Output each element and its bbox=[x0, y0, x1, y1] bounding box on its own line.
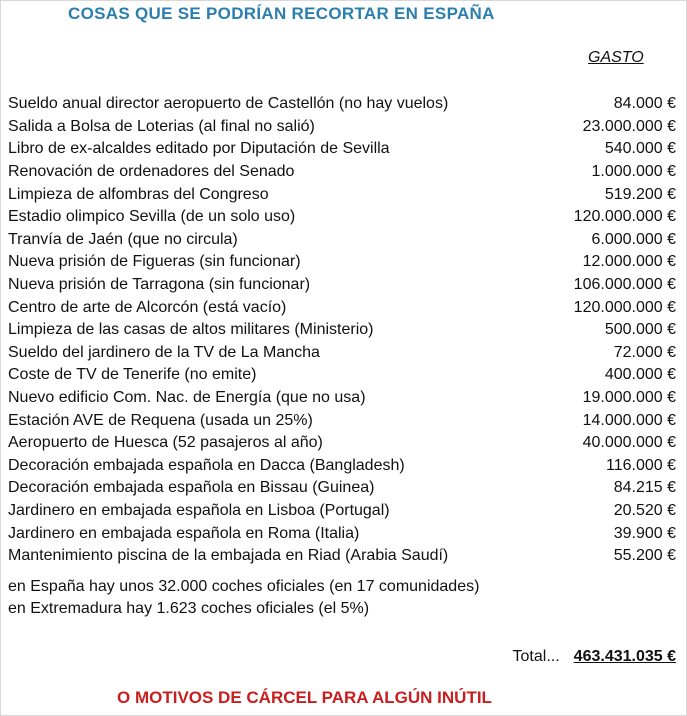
expense-label: Limpieza de las casas de altos militares (Ministerio) bbox=[8, 321, 374, 339]
expense-label: Nueva prisión de Tarragona (sin funcionar) bbox=[8, 276, 311, 294]
expense-label: Decoración embajada española en Bissau (Guinea) bbox=[8, 479, 375, 497]
expense-list bbox=[8, 93, 676, 567]
expense-row bbox=[8, 229, 676, 252]
expense-row bbox=[8, 409, 676, 432]
expense-label: Renovación de ordenadores del Senado bbox=[8, 163, 295, 181]
note-line: en España hay unos 32.000 coches oficiales (en 17 comunidades) bbox=[8, 578, 480, 595]
expense-amount: 400.000 € bbox=[604, 366, 676, 384]
expense-label: Nuevo edificio Com. Nac. de Energía (que no usa) bbox=[8, 389, 366, 407]
expense-row bbox=[8, 455, 676, 478]
expense-row bbox=[8, 161, 676, 184]
expense-label: Jardinero en embajada española en Lisboa (Portugal) bbox=[8, 501, 390, 519]
expense-amount: 55.200 € bbox=[613, 547, 676, 565]
expense-label: Decoración embajada española en Dacca (Bangladesh) bbox=[8, 456, 405, 474]
expense-row bbox=[8, 251, 676, 274]
expense-row bbox=[8, 206, 676, 229]
expense-amount: 40.000.000 € bbox=[582, 434, 676, 452]
total-line bbox=[513, 648, 676, 666]
expense-label: Libro de ex-alcaldes editado por Diputación de Sevilla bbox=[8, 140, 390, 158]
note-line: en Extremadura hay 1.623 coches oficiales (el 5%) bbox=[8, 600, 370, 617]
expense-amount: 14.000.000 € bbox=[582, 411, 676, 429]
expense-row bbox=[8, 545, 676, 568]
expense-row bbox=[8, 364, 676, 387]
expense-amount: 116.000 € bbox=[606, 456, 676, 474]
expense-amount: 540.000 € bbox=[604, 140, 676, 158]
expense-amount: 519.200 € bbox=[604, 185, 676, 203]
column-header-gasto: GASTO bbox=[588, 49, 644, 66]
notes bbox=[8, 578, 479, 622]
total-label: Total... bbox=[512, 648, 560, 665]
expense-amount: 1.000.000 € bbox=[591, 163, 676, 181]
page-title: COSAS QUE SE PODRÍAN RECORTAR EN ESPAÑA bbox=[68, 4, 495, 23]
expense-row bbox=[8, 500, 676, 523]
expense-amount: 120.000.000 € bbox=[573, 298, 676, 316]
expense-amount: 84.000 € bbox=[613, 95, 676, 113]
expense-row bbox=[8, 432, 676, 455]
expense-row bbox=[8, 477, 676, 500]
expense-row bbox=[8, 522, 676, 545]
expense-amount: 39.900 € bbox=[613, 524, 676, 542]
expense-label: Tranvía de Jaén (que no circula) bbox=[8, 230, 238, 248]
expense-label: Estadio olimpico Sevilla (de un solo uso) bbox=[8, 208, 296, 226]
expense-amount: 500.000 € bbox=[604, 321, 676, 339]
expense-label: Sueldo del jardinero de la TV de La Mancha bbox=[8, 343, 320, 361]
expense-row bbox=[8, 319, 676, 342]
expense-amount: 106.000.000 € bbox=[573, 276, 676, 294]
expense-amount: 84.215 € bbox=[613, 479, 676, 497]
expense-label: Nueva prisión de Figueras (sin funcionar) bbox=[8, 253, 301, 271]
expense-row bbox=[8, 296, 676, 319]
expense-amount: 120.000.000 € bbox=[573, 208, 676, 226]
expense-label: Mantenimiento piscina de la embajada en Riad (Arabia Saudí) bbox=[8, 547, 449, 565]
expense-amount: 12.000.000 € bbox=[582, 253, 676, 271]
expense-label: Aeropuerto de Huesca (52 pasajeros al año) bbox=[8, 434, 323, 452]
expense-label: Sueldo anual director aeropuerto de Castellón (no hay vuelos) bbox=[8, 95, 449, 113]
expense-amount: 19.000.000 € bbox=[582, 389, 676, 407]
expense-row bbox=[8, 116, 676, 139]
expense-row bbox=[8, 342, 676, 365]
expense-amount: 20.520 € bbox=[613, 501, 676, 519]
footer-caption: O MOTIVOS DE CÁRCEL PARA ALGÚN INÚTIL bbox=[117, 688, 492, 707]
expense-label: Centro de arte de Alcorcón (está vacío) bbox=[8, 298, 287, 316]
expense-row bbox=[8, 93, 676, 116]
expense-amount: 23.000.000 € bbox=[582, 117, 676, 135]
expense-row bbox=[8, 274, 676, 297]
expense-label: Jardinero en embajada española en Roma (Italia) bbox=[8, 524, 360, 542]
total-value: 463.431.035 € bbox=[573, 648, 676, 665]
expense-label: Salida a Bolsa de Loterias (al final no salió) bbox=[8, 117, 315, 135]
expense-amount: 72.000 € bbox=[613, 343, 676, 361]
expense-label: Limpieza de alfombras del Congreso bbox=[8, 185, 269, 203]
expense-label: Estación AVE de Requena (usada un 25%) bbox=[8, 411, 313, 429]
expense-row bbox=[8, 183, 676, 206]
expense-row bbox=[8, 387, 676, 410]
expense-row bbox=[8, 138, 676, 161]
expense-amount: 6.000.000 € bbox=[591, 230, 676, 248]
expense-label: Coste de TV de Tenerife (no emite) bbox=[8, 366, 257, 384]
